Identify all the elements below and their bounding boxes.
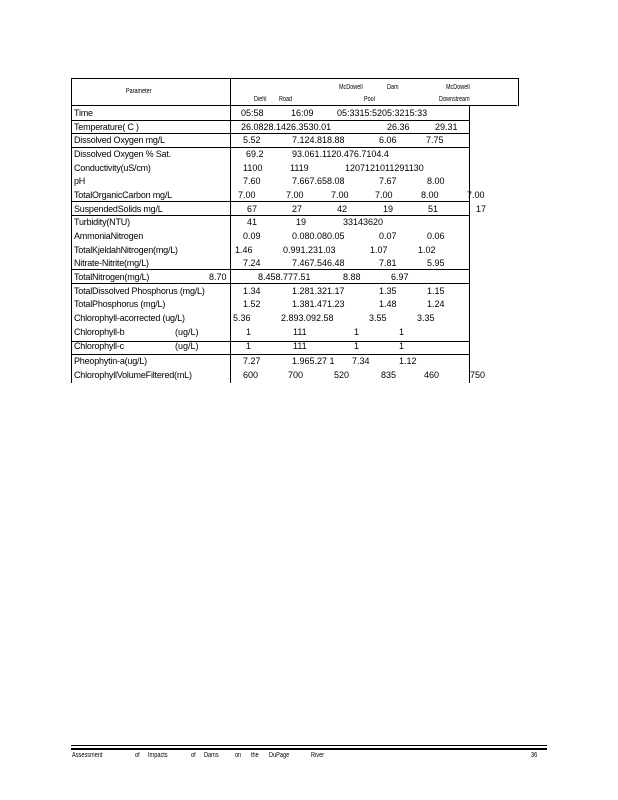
cell-value: 0.991.231.03 [283, 245, 336, 255]
row-label: TotalKjeldahNitrogen(mg/L) [74, 245, 178, 255]
cell-value: 7.00 [331, 190, 349, 200]
cell-value: 111 [293, 341, 307, 351]
cell-value: 26.36 [387, 122, 410, 132]
header-parameter: Parameter [126, 88, 152, 95]
row-label: ChlorophyllVolumeFiltered(mL) [74, 370, 192, 380]
cell-value: 27 [292, 204, 303, 214]
row-label: Dissolved Oxygen mg/L [74, 135, 165, 145]
row-unit: (ug/L) [175, 327, 199, 337]
cell-value: 6.06 [379, 135, 397, 145]
cell-value: 7.60 [243, 176, 261, 186]
row-label: Nitrate-Nitrite(mg/L) [74, 258, 149, 268]
cell-value: 7.00 [286, 190, 304, 200]
row-label: TotalPhosphorus (mg/L) [74, 299, 166, 309]
cell-value: 7.467.546.48 [292, 258, 345, 268]
page-number: 36 [531, 752, 538, 759]
table-right-separator [469, 105, 470, 383]
row-label: TotalDissolved Phosphorus (mg/L) [74, 286, 205, 296]
cell-value: 8.458.777.51 [258, 272, 311, 282]
cell-value: 600 [243, 370, 259, 380]
cell-value: 29.31 [435, 122, 458, 132]
cell-value: 69.2 [246, 149, 264, 159]
cell-value: 7.24 [243, 258, 261, 268]
cell-value: 41 [247, 217, 258, 227]
cell-value: 5.52 [243, 135, 261, 145]
cell-value: 1119 [290, 163, 309, 173]
cell-value: 1.07 [370, 245, 388, 255]
cell-value: 1.281.321.17 [292, 286, 345, 296]
header-pool: Pool [364, 96, 375, 103]
footer-word: on [235, 752, 242, 759]
footer-rule [71, 748, 547, 750]
row-label: pH [74, 176, 86, 186]
cell-value: 26.0828.1426.3530.01 [241, 122, 332, 132]
cell-value: 1.12 [399, 356, 417, 366]
cell-value: 42 [337, 204, 348, 214]
cell-value: 520 [334, 370, 350, 380]
cell-value: 16:09 [291, 108, 314, 118]
row-label: Chlorophyll-acorrected (ug/L) [74, 313, 185, 323]
cell-value: 51 [428, 204, 439, 214]
row-label: Dissolved Oxygen % Sat. [74, 149, 171, 159]
cell-value: 111 [293, 327, 307, 337]
row-label: Temperature( C ) [74, 122, 139, 132]
cell-value: 8.00 [427, 176, 445, 186]
cell-value: 8.88 [343, 272, 361, 282]
cell-value: 3.35 [417, 313, 435, 323]
cell-value: 1.381.471.23 [292, 299, 345, 309]
cell-value: 1.15 [427, 286, 445, 296]
cell-value: 7.67 [379, 176, 397, 186]
row-label: Chlorophyll-c [74, 341, 124, 351]
cell-value: 750 [470, 370, 486, 380]
cell-value: 19 [383, 204, 394, 214]
row-label: TotalOrganicCarbon mg/L [74, 190, 172, 200]
header-diehl: Diehl [254, 96, 267, 103]
cell-value: 05:3315:5205:3215:33 [337, 108, 428, 118]
footer-word: Impacts [148, 752, 168, 759]
cell-value: 1.48 [379, 299, 397, 309]
cell-value: 5.95 [427, 258, 445, 268]
row-label: Conductivity(uS/cm) [74, 163, 151, 173]
cell-value: 1.52 [243, 299, 261, 309]
footer-word: Dams [204, 752, 219, 759]
footer-word: of [135, 752, 140, 759]
cell-value: 460 [424, 370, 440, 380]
header-downstream: Downstream [439, 96, 470, 103]
cell-value: 7.667.658.08 [292, 176, 345, 186]
cell-value: 1 [354, 327, 360, 337]
row-label: TotalNitrogen(mg/L) [74, 272, 150, 282]
cell-value: 0.080.080.05 [292, 231, 345, 241]
header-road: Road [279, 96, 293, 103]
cell-value: 1 [399, 327, 405, 337]
cell-value: 8.00 [421, 190, 439, 200]
cell-value: 0.06 [427, 231, 445, 241]
row-label: Pheophytin-a(ug/L) [74, 356, 147, 366]
footer-rule [71, 745, 547, 746]
footer-word: River [311, 752, 325, 759]
footer-word: of [191, 752, 196, 759]
cell-value: 1 [246, 327, 252, 337]
cell-value: 2.893.092.58 [281, 313, 334, 323]
cell-value: 1.46 [235, 245, 253, 255]
row-label: AmmoniaNitrogen [74, 231, 144, 241]
cell-value: 3.55 [369, 313, 387, 323]
header-dam: Dam [387, 84, 399, 91]
cell-value: 1.34 [243, 286, 261, 296]
row-label: Chlorophyll-b [74, 327, 125, 337]
cell-value: 7.00 [238, 190, 256, 200]
row-label: Turbidity(NTU) [74, 217, 130, 227]
cell-value: 835 [381, 370, 397, 380]
cell-value: 33143620 [343, 217, 384, 227]
header-mcdowell-dam: McDowell [339, 84, 363, 91]
cell-value: 1 [354, 341, 360, 351]
cell-value: 93.061.1120.476.7104.4 [292, 149, 389, 159]
cell-value: 8.70 [209, 272, 227, 282]
header-divider [230, 78, 231, 105]
row-unit: (ug/L) [175, 341, 199, 351]
cell-value: 7.27 [243, 356, 261, 366]
row-label: SuspendedSolids mg/L [74, 204, 163, 214]
cell-value: 1100 [243, 163, 263, 173]
cell-value: 7.00 [375, 190, 393, 200]
cell-value: 67 [247, 204, 258, 214]
cell-value: 6.97 [391, 272, 409, 282]
header-mcdowell-downstream: McDowell [446, 84, 470, 91]
row-divider [71, 341, 469, 342]
cell-value: 1 [399, 341, 405, 351]
cell-value: 0.09 [243, 231, 261, 241]
cell-value: 7.75 [426, 135, 444, 145]
cell-value: 7.124.818.88 [292, 135, 345, 145]
footer-word: DuPage [269, 752, 290, 759]
cell-value: 7.00 [467, 190, 485, 200]
cell-value: 7.34 [352, 356, 370, 366]
row-label: Time [74, 108, 93, 118]
footer-word: the [251, 752, 259, 759]
cell-value: 1.35 [379, 286, 397, 296]
cell-value: 0.07 [379, 231, 397, 241]
cell-value: 19 [296, 217, 307, 227]
cell-value: 1 [246, 341, 252, 351]
cell-value: 17 [476, 204, 487, 214]
cell-value: 1.24 [427, 299, 445, 309]
cell-value: 5.36 [233, 313, 251, 323]
cell-value: 05:58 [241, 108, 264, 118]
footer-word: Assessment [72, 752, 103, 759]
cell-value: 1207121011291130 [345, 163, 424, 173]
cell-value: 700 [288, 370, 304, 380]
cell-value: 1.965.27 1 [292, 356, 335, 366]
cell-value: 1.02 [418, 245, 436, 255]
cell-value: 7.81 [379, 258, 397, 268]
row-divider [71, 105, 517, 106]
